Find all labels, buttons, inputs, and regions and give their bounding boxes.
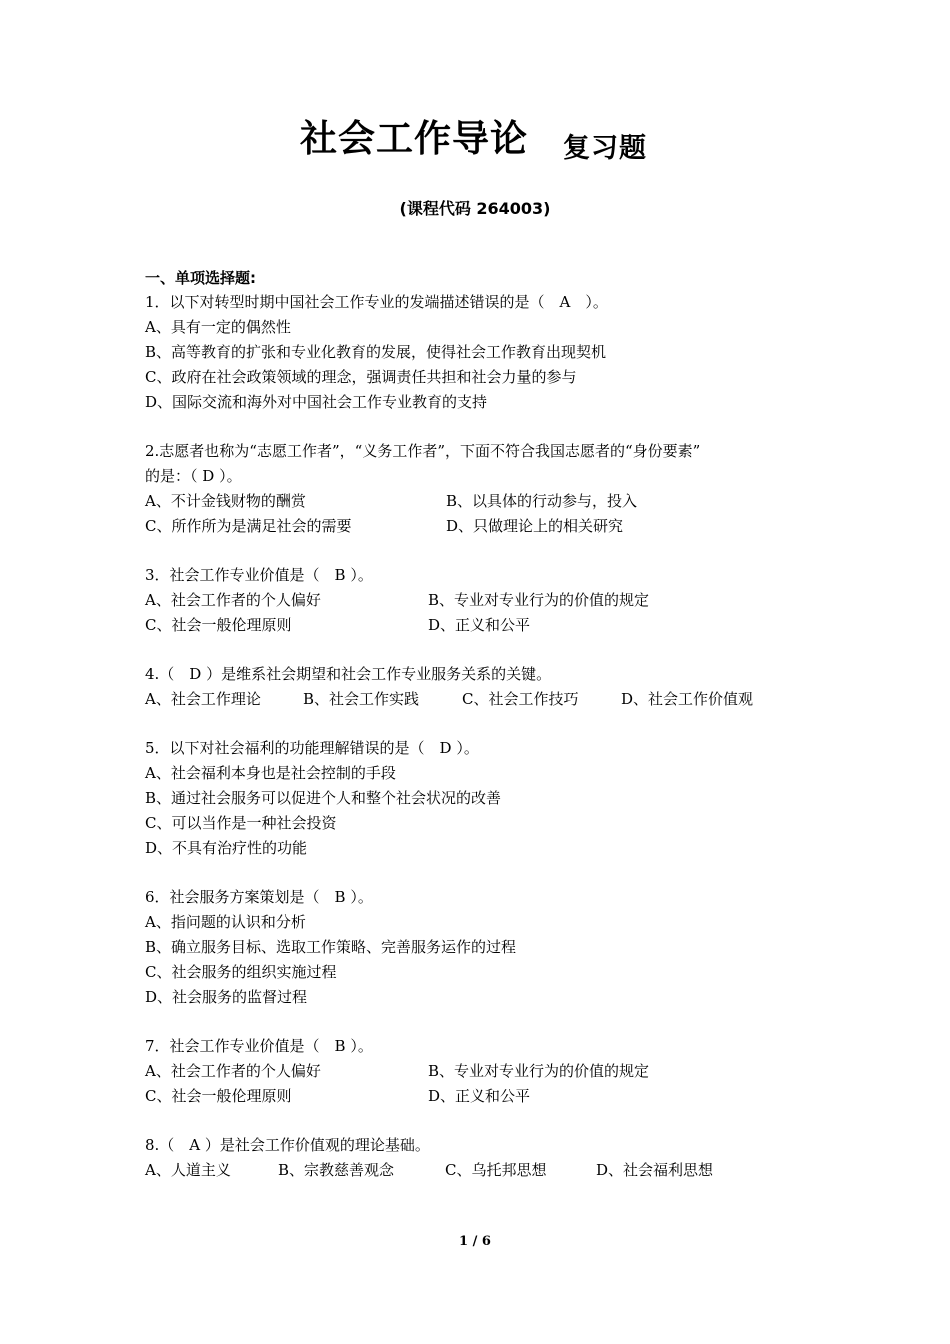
question-4-stem: 4.（ D ）是维系社会期望和社会工作专业服务关系的关键。 — [145, 665, 552, 683]
question-3-options-row-2 — [145, 613, 825, 638]
question-1-option-c: C、政府在社会政策领域的理念，强调责任共担和社会力量的参与 — [145, 368, 577, 386]
question-5-option-b: B、通过社会服务可以促进个人和整个社会状况的改善 — [145, 789, 502, 807]
question-2-option-c: C、所作所为是满足社会的需要 — [145, 517, 352, 535]
question-1-option-d: D、国际交流和海外对中国社会工作专业教育的支持 — [145, 393, 488, 411]
question-4-options-row — [145, 687, 825, 712]
question-6-stem: 6．社会服务方案策划是（ B ）。 — [145, 888, 373, 906]
question-6-option-b: B、确立服务目标、选取工作策略、完善服务运作的过程 — [145, 938, 517, 956]
question-1-stem: 1．以下对转型时期中国社会工作专业的发端描述错误的是（ A ）。 — [145, 293, 608, 311]
question-7-stem: 7．社会工作专业价值是（ B ）。 — [145, 1037, 373, 1055]
question-2-options-row-2 — [145, 514, 825, 539]
question-8-options-row — [145, 1158, 825, 1183]
question-6-option-c: C、社会服务的组织实施过程 — [145, 963, 337, 981]
question-5-option-a: A、社会福利本身也是社会控制的手段 — [145, 764, 396, 782]
question-2-stem-cont: 的是：（ D ）。 — [145, 467, 242, 485]
question-4-option-c: C、社会工作技巧 — [462, 690, 579, 708]
document-title: 社会工作导论 — [300, 116, 528, 160]
question-5-stem: 5．以下对社会福利的功能理解错误的是（ D ）。 — [145, 739, 479, 757]
question-4-option-a: A、社会工作理论 — [145, 690, 261, 708]
question-6-option-a: A、指问题的认识和分析 — [145, 913, 306, 931]
section-heading: 一、单项选择题: — [145, 269, 256, 287]
document-subtitle: 复习题 — [563, 133, 647, 164]
question-7-option-a: A、社会工作者的个人偏好 — [145, 1062, 321, 1080]
question-list — [145, 290, 825, 1183]
question-7-options-row-2 — [145, 1084, 825, 1109]
question-2-option-d: D、只做理论上的相关研究 — [446, 517, 624, 535]
question-8-option-b: B、宗教慈善观念 — [278, 1161, 395, 1179]
question-1-option-a: A、具有一定的偶然性 — [145, 318, 291, 336]
page-number: 1 / 6 — [459, 1234, 491, 1249]
question-1-option-b: B、高等教育的扩张和专业化教育的发展，使得社会工作教育出现契机 — [145, 343, 607, 361]
question-5-option-c: C、可以当作是一种社会投资 — [145, 814, 337, 832]
question-6-option-d: D、社会服务的监督过程 — [145, 988, 308, 1006]
question-8-option-d: D、社会福利思想 — [596, 1161, 714, 1179]
question-3-options-row-1 — [145, 588, 825, 613]
question-5-option-d: D、不具有治疗性的功能 — [145, 839, 308, 857]
title-row — [0, 108, 950, 168]
question-7-option-b: B、专业对专业行为的价值的规定 — [428, 1062, 650, 1080]
question-3-option-b: B、专业对专业行为的价值的规定 — [428, 591, 650, 609]
question-4-option-d: D、社会工作价值观 — [621, 690, 754, 708]
question-3-option-c: C、社会一般伦理原则 — [145, 616, 292, 634]
question-2-option-a: A、不计金钱财物的酬赏 — [145, 492, 306, 510]
question-3-option-a: A、社会工作者的个人偏好 — [145, 591, 321, 609]
course-code: (课程代码 264003) — [399, 199, 551, 218]
question-2-options-row-1 — [145, 489, 825, 514]
question-7-options-row-1 — [145, 1059, 825, 1084]
question-8-option-c: C、乌托邦思想 — [445, 1161, 547, 1179]
question-2-stem: 2.志愿者也称为“志愿工作者”，“义务工作者”，下面不符合我国志愿者的“身份要素” — [145, 442, 701, 460]
question-3-option-d: D、正义和公平 — [428, 616, 531, 634]
question-7-option-c: C、社会一般伦理原则 — [145, 1087, 292, 1105]
question-8-stem: 8.（ A ）是社会工作价值观的理论基础。 — [145, 1136, 430, 1154]
question-8-option-a: A、人道主义 — [145, 1161, 231, 1179]
question-2-option-b: B、以具体的行动参与，投入 — [446, 492, 638, 510]
question-7-option-d: D、正义和公平 — [428, 1087, 531, 1105]
question-3-stem: 3．社会工作专业价值是（ B ）。 — [145, 566, 373, 584]
question-4-option-b: B、社会工作实践 — [303, 690, 420, 708]
